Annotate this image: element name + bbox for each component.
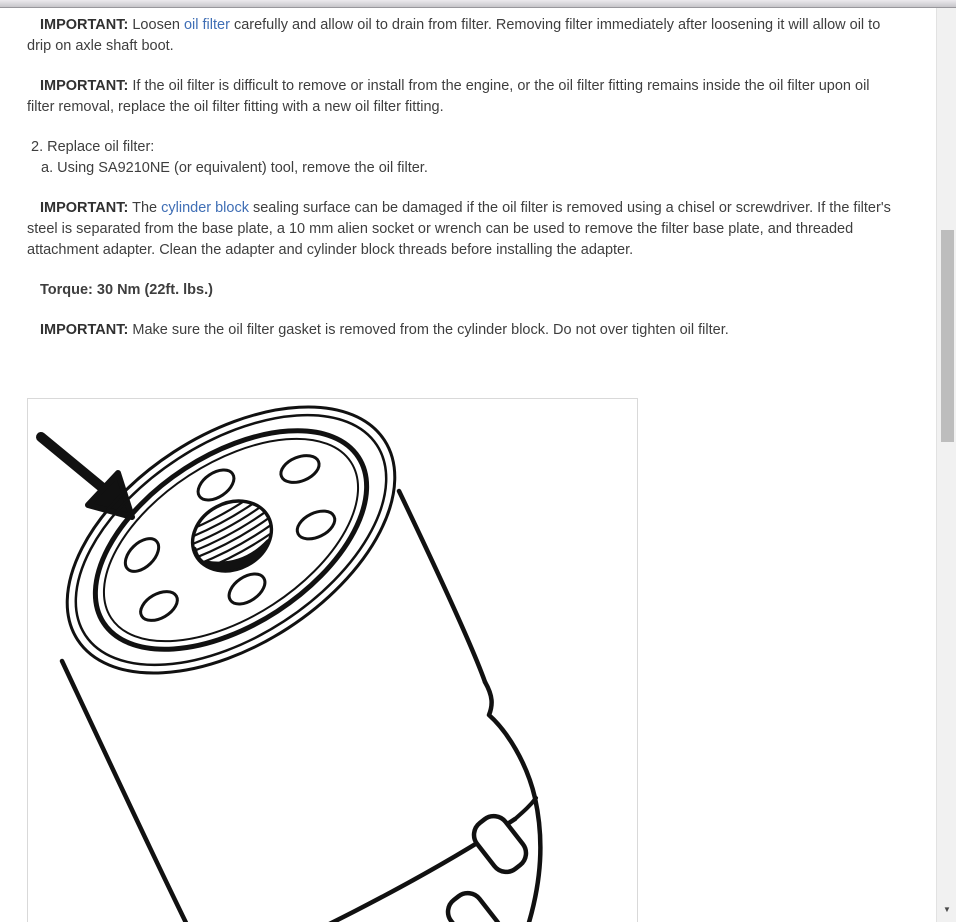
filter-body (62, 491, 515, 922)
important-label: IMPORTANT: (40, 78, 129, 94)
figure-frame (27, 398, 638, 922)
important-label: IMPORTANT: (40, 322, 129, 338)
important-label: IMPORTANT: (40, 200, 129, 216)
filter-grip-flutes (442, 682, 540, 922)
filter-threaded-hole (178, 486, 287, 586)
paragraph-important-1: IMPORTANT: Loosen oil filter carefully and allow oil to drain from filter. Removing filter immediately after loosening it will allow oil to drip on axle shaft boot. (27, 17, 881, 54)
scrollbar-thumb[interactable] (941, 230, 954, 442)
document-content (0, 8, 936, 922)
step-list (27, 137, 895, 179)
oil-filter-link[interactable]: oil filter (183, 17, 230, 33)
important-label: IMPORTANT: (40, 17, 129, 33)
top-divider-bar (0, 0, 956, 8)
step-item-2a: a. Using SA9210NE (or equivalent) tool, remove the oil filter. (41, 160, 428, 176)
cylinder-block-link[interactable]: cylinder block (161, 200, 249, 216)
scroll-down-icon[interactable]: ▼ (943, 905, 951, 914)
step-item-2: 2. Replace oil filter: (31, 139, 155, 155)
torque-spec: Torque: 30 Nm (22ft. lbs.) (40, 282, 213, 298)
pointer-arrow-icon (41, 437, 132, 517)
oil-filter-illustration (28, 399, 637, 922)
paragraph-important-2: IMPORTANT: If the oil filter is difficult to remove or install from the engine, or the oil filter fitting remains inside the oil filter upon oil filter removal, replace the oil filter fitting with a new oil filter fitting. (27, 78, 870, 115)
vertical-scrollbar[interactable] (936, 8, 956, 922)
paragraph-important-3: IMPORTANT: The cylinder block sealing surface can be damaged if the oil filter is removed using a chisel or screwdriver. If the filter's steel is separated from the base plate, a 10 mm alien socket or wrench can be used to remove the filter base plate, and threaded attachment adapter. Clean the adapter and cylinder block threads before installing the adapter. (27, 200, 891, 258)
paragraph-important-4: IMPORTANT: Make sure the oil filter gasket is removed from the cylinder block. Do not over tighten oil filter. (40, 322, 729, 338)
